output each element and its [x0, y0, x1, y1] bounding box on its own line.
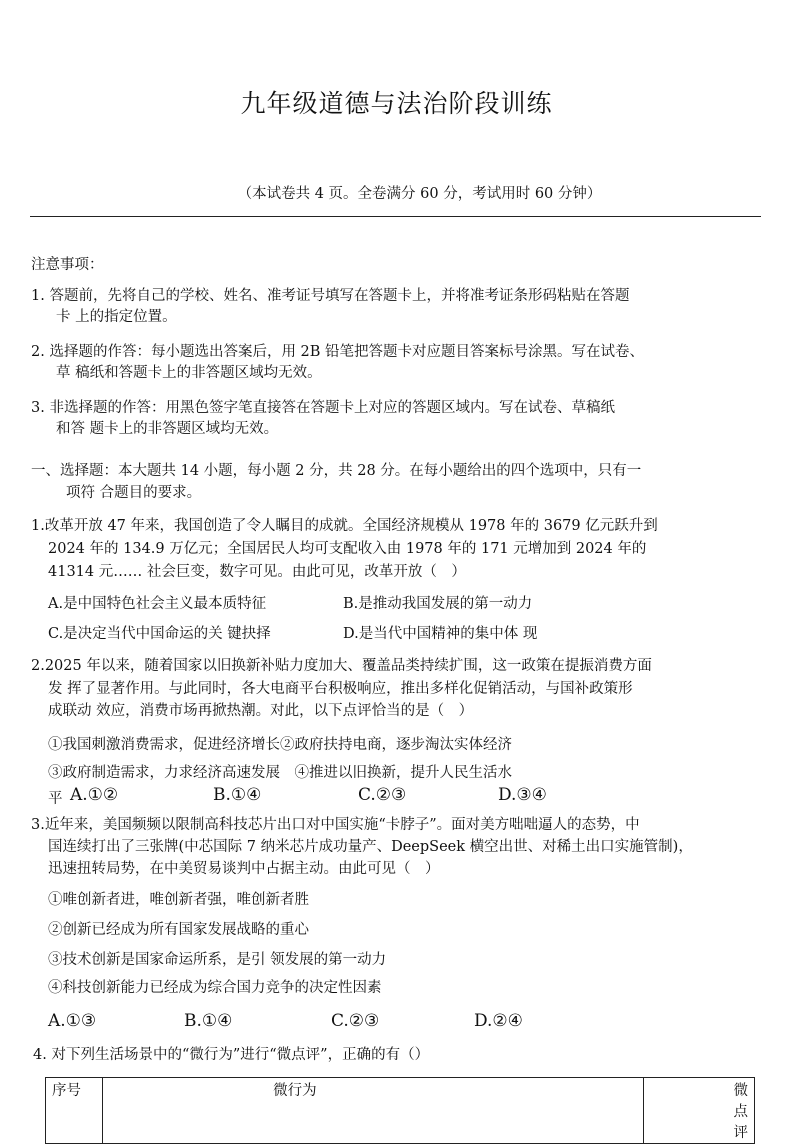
q1-option-c: C.是决定当代中国命运的关 键抉择 — [48, 626, 271, 642]
notice-item-2-line-2: 草 稿纸和答题卡上的非答题区域均无效。 — [56, 365, 322, 381]
q1-stem-line-2: 2024 年的 134.9 万亿元；全国居民人均可支配收入由 1978 年的 171 元增加到 2024 年的 — [48, 541, 647, 557]
q3-option-c: C.②③ — [331, 1011, 380, 1031]
q1-option-a: A.是中国特色社会主义最本质特征 — [48, 596, 267, 612]
q2-statement-line-1: ①我国刺激消费需求，促进经济增长②政府扶持电商，逐步淘汰实体经济 — [48, 737, 512, 753]
q2-option-b: B.①④ — [213, 785, 262, 805]
table-header-comment: 微点评 — [643, 1078, 755, 1144]
q2-stem-line-3: 成联动 效应，消费市场再掀热潮。对此，以下点评恰当的是（ ） — [48, 703, 474, 719]
q2-statement-line-3: 平 — [48, 791, 63, 807]
q1-option-d: D.是当代中国精神的集中体 现 — [343, 626, 538, 642]
exam-subtitle: （本试卷共 4 页。全卷满分 60 分，考试用时 60 分钟） — [237, 186, 602, 202]
q2-option-c: C.②③ — [358, 785, 407, 805]
q4-stem: 4. 对下列生活场景中的“微行为”进行“微点评”，正确的有（） — [33, 1047, 430, 1063]
q1-option-b: B.是推动我国发展的第一动力 — [343, 596, 533, 612]
q2-option-a: A.①② — [70, 785, 119, 805]
notice-item-3-line-1: 3. 非选择题的作答：用黑色签字笔直接答在答题卡上对应的答题区域内。写在试卷、草稿纸 — [31, 400, 615, 416]
header-divider — [30, 216, 761, 217]
q3-option-b: B.①④ — [184, 1011, 233, 1031]
q2-option-d: D.③④ — [498, 785, 547, 805]
q2-stem-line-2: 发 挥了显著作用。与此同时，各大电商平台积极响应，推出多样化促销活动，与国补政策形 — [48, 681, 633, 697]
notice-item-1-line-2: 卡 上的指定位置。 — [56, 309, 177, 325]
q3-stem-line-2: 国连续打出了三张牌(中芯国际 7 纳米芯片成功量产、DeepSeek 横空出世、对稀土出口实施管制)， — [48, 839, 693, 855]
q3-statement-3: ③技术创新是国家命运所系，是引 领发展的第一动力 — [48, 952, 387, 968]
section-1-heading-cont: 项符 合题目的要求。 — [66, 485, 202, 501]
q4-table — [45, 1077, 755, 1144]
q2-stem-line-1: 2.2025 年以来，随着国家以旧换新补贴力度加大、覆盖品类持续扩围，这一政策在提振消费方面 — [31, 658, 652, 674]
q1-stem-line-1: 1.改革开放 47 年来，我国创造了令人瞩目的成就。全国经济规模从 1978 年的 3679 亿元跃升到 — [31, 518, 658, 534]
notice-item-1-line-1: 1. 答题前，先将自己的学校、姓名、准考证号填写在答题卡上，并将准考证条形码粘贴在答题 — [31, 288, 630, 304]
page-title: 九年级道德与法治阶段训练 — [240, 89, 553, 118]
q3-statement-4: ④科技创新能力已经成为综合国力竞争的决定性因素 — [48, 980, 382, 996]
q3-statement-1: ①唯创新者进，唯创新者强，唯创新者胜 — [48, 892, 309, 908]
q3-option-d: D.②④ — [474, 1011, 523, 1031]
q3-stem-line-3: 迅速扭转局势，在中美贸易谈判中占据主动。由此可见（ ） — [48, 861, 440, 877]
q2-statement-line-2: ③政府制造需求，力求经济高速发展 ④推进以旧换新，提升人民生活水 — [48, 765, 512, 781]
q3-statement-2: ②创新已经成为所有国家发展战略的重心 — [48, 922, 309, 938]
section-1-heading: 一、选择题：本大题共 14 小题，每小题 2 分，共 28 分。在每小题给出的四个选项中，只有一 — [31, 463, 642, 479]
table-header-behavior: 微行为 — [103, 1078, 643, 1144]
table-header-index: 序号 — [46, 1078, 103, 1144]
table-header-row — [46, 1078, 755, 1144]
notice-heading: 注意事项： — [31, 257, 104, 273]
q3-stem-line-1: 3.近年来，美国频频以限制高科技芯片出口对中国实施“卡脖子”。面对美方咄咄逼人的态势，中 — [31, 817, 640, 833]
notice-item-3-line-2: 和答 题卡上的非答题区域均无效。 — [56, 421, 279, 437]
q3-option-a: A.①③ — [48, 1011, 97, 1031]
q1-stem-line-3: 41314 元…… 社会巨变，数字可见。由此可见，改革开放（ ） — [48, 564, 466, 580]
notice-item-2-line-1: 2. 选择题的作答：每小题选出答案后，用 2B 铅笔把答题卡对应题目答案标号涂黑。写在试卷、 — [31, 344, 645, 360]
